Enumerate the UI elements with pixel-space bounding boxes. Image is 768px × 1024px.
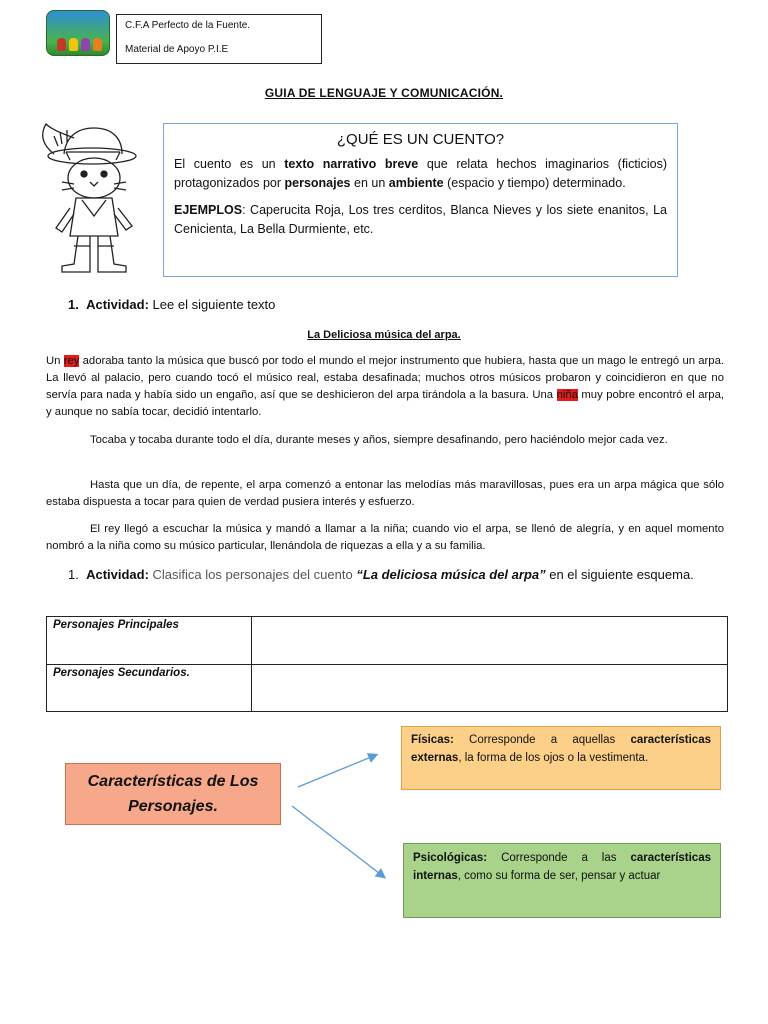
- story-paragraph-4: [46, 521, 724, 555]
- paragraph-text: Hasta que un día, de repente, el arpa comenzó a entonar las melodías más maravillosas, pues era un arpa mágica que sólo estaba dispuesta a tocar para quien de verdad pusiera interés y esfuerzo.: [46, 479, 724, 508]
- characters-table: [46, 616, 728, 712]
- logo-figure: [81, 38, 90, 51]
- activity-text: en el siguiente esquema.: [545, 567, 694, 582]
- story-paragraph-3: [46, 477, 724, 511]
- arrow-to-psicologicas: [292, 806, 384, 877]
- answer-cell-principales[interactable]: [252, 617, 728, 665]
- header-box: [116, 14, 322, 64]
- text-segment: adoraba tanto la música que buscó por todo el mundo el mejor instrumento que hubiera, hasta que un mago le entregó un arpa. La llevó al palacio, pero cuando tocó el músico real, estaba desafinada; muchos otros músicos probaron y coincidieron en que no servía para nada y había sido un engaño, así que se deshicieron del arpa tirándola a la basura. Una: [46, 355, 724, 401]
- psicologicas-label: Psicológicas:: [413, 852, 488, 864]
- text-segment: que relata hechos imaginarios (ficticios) protagonizados por: [174, 157, 667, 190]
- definition-text: [174, 155, 667, 193]
- answer-cell-secundarios[interactable]: [252, 664, 728, 712]
- examples-label: EJEMPLOS: [174, 203, 243, 217]
- text-segment: , como su forma de ser, pensar y actuar: [457, 870, 661, 882]
- text-segment: Un: [46, 355, 64, 367]
- text-segment: El cuento es un: [174, 157, 285, 171]
- fisicas-label: Físicas:: [411, 734, 454, 746]
- table-row: [47, 617, 728, 665]
- story-title: La Deliciosa música del arpa.: [307, 329, 461, 341]
- activity-label: Actividad:: [86, 297, 149, 312]
- puss-in-boots-illustration: [34, 116, 154, 276]
- highlighted-word-rey: rey: [63, 355, 80, 367]
- paragraph-text: Tocaba y tocaba durante todo el día, durante meses y años, siempre desafinando, pero haciéndolo mejor cada vez.: [90, 434, 668, 446]
- text-segment: , la forma de los ojos o la vestimenta.: [458, 752, 649, 764]
- definition-box: [163, 123, 678, 277]
- bold-term: características externas: [411, 734, 711, 764]
- logo-figure: [93, 38, 102, 51]
- characteristics-center-box: [65, 763, 281, 825]
- text-segment: en un: [350, 176, 389, 190]
- activity-number: 1.: [68, 297, 79, 312]
- fisicas-box: [401, 726, 721, 790]
- story-paragraph-1: [46, 353, 724, 421]
- page-title: GUIA DE LENGUAJE Y COMUNICACIÓN.: [264, 86, 504, 100]
- school-name: C.F.A Perfecto de la Fuente.: [125, 20, 251, 31]
- bold-term: ambiente: [388, 176, 444, 190]
- highlighted-word-nina: niña: [556, 389, 578, 401]
- activity-number: 1.: [68, 567, 79, 582]
- text-segment: (espacio y tiempo) determinado.: [443, 176, 626, 190]
- activity-label: Actividad:: [86, 567, 149, 582]
- text-segment: muy pobre encontró el arpa, y aunque no sabía tocar, decidió intentarlo.: [46, 389, 724, 418]
- examples-text: [174, 201, 667, 239]
- activity-text: Lee el siguiente texto: [148, 297, 276, 312]
- arrow-to-fisicas: [298, 755, 376, 787]
- story-paragraph-2: [46, 432, 724, 449]
- paragraph-text: El rey llegó a escuchar la música y mandó a llamar a la niña; cuando vio el arpa, se llenó de alegría, y en aquel momento nombró a la niña como su músico particular, llenándola de riquezas a ella y a su familia.: [46, 523, 724, 552]
- text-segment: Corresponde a las: [487, 852, 631, 864]
- center-label: Características de Los Personajes.: [87, 773, 259, 815]
- logo-figure: [57, 38, 66, 51]
- bold-term: texto narrativo breve: [284, 157, 419, 171]
- activity-1: [68, 297, 275, 312]
- material-label: Material de Apoyo P.I.E: [125, 44, 229, 55]
- psicologicas-box: [403, 843, 721, 918]
- row-header-principales: Personajes Principales: [47, 617, 252, 665]
- text-segment: Corresponde a aquellas: [453, 734, 631, 746]
- row-header-secundarios: Personajes Secundarios.: [47, 664, 252, 712]
- examples-list: : Caperucita Roja, Los tres cerditos, Blanca Nieves y los siete enanitos, La Cenicienta, La Bella Durmiente, etc.: [174, 203, 667, 236]
- story-name: “La deliciosa música del arpa”: [356, 567, 546, 582]
- logo-figure: [69, 38, 78, 51]
- definition-heading: ¿QUÉ ES UN CUENTO?: [336, 131, 505, 148]
- bold-term: características internas: [413, 852, 711, 882]
- activity-2: [68, 565, 728, 585]
- school-logo-icon: [46, 10, 110, 56]
- bold-term: personajes: [284, 176, 351, 190]
- activity-text: Clasifica los personajes del cuento: [148, 567, 357, 582]
- table-row: [47, 664, 728, 712]
